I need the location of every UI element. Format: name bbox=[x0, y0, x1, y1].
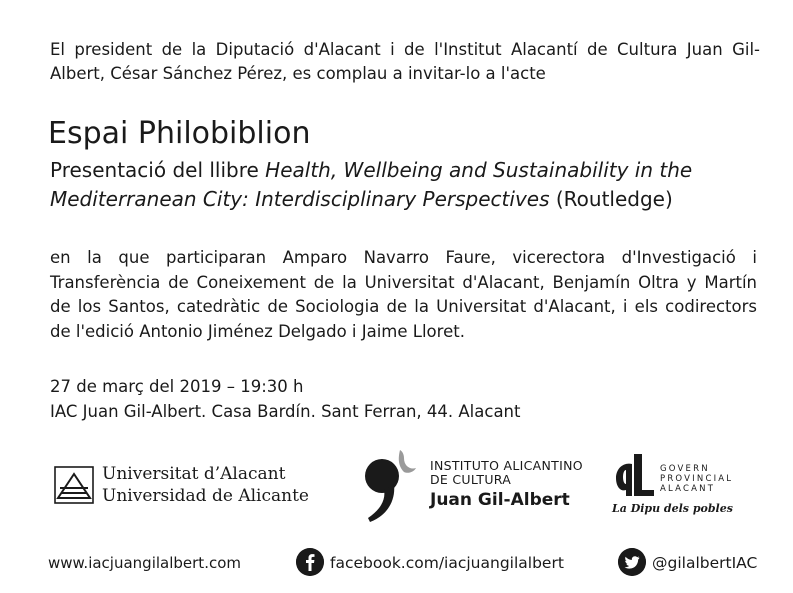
iac-comma-logo-icon bbox=[360, 444, 426, 524]
twitter-icon bbox=[618, 548, 646, 576]
twitter-handle[interactable]: @gilalbertIAC bbox=[652, 554, 758, 572]
event-venue: IAC Juan Gil-Albert. Casa Bardín. Sant Ferran, 44. Alacant bbox=[50, 402, 521, 421]
participants-text: en la que participaran Amparo Navarro Faure, vicerectora d'Investigació i Transferència de Coneixement de la Universitat d'Alacant, Benjamín Oltra y Martín de los Santos, catedràtic de Sociologia de la Universitat d'Alacant, i els codirectors de l'edició Antonio Jiménez Delgado i Jaime Lloret. bbox=[50, 248, 757, 341]
facebook-icon bbox=[296, 548, 324, 576]
diputacio-tagline: La Dipu dels pobles bbox=[612, 502, 733, 515]
book-publisher: (Routledge) bbox=[549, 187, 673, 211]
diputacio-line3: ALACANT bbox=[660, 484, 716, 494]
book-prefix: Presentació del llibre bbox=[50, 158, 266, 182]
iac-name-line3: Juan Gil-Albert bbox=[430, 490, 570, 510]
facebook-handle[interactable]: facebook.com/iacjuangilalbert bbox=[330, 554, 564, 572]
iac-name-line1: INSTITUTO ALICANTINO bbox=[430, 458, 583, 473]
event-datetime: 27 de març del 2019 – 19:30 h bbox=[50, 377, 304, 396]
book-title: Health, Wellbeing and Sustainability in the Mediterranean City: Interdisciplinary Perspectives bbox=[50, 158, 693, 211]
invitation-intro: El president de la Diputació d'Alacant i de l'Institut Alacantí de Cultura Juan Gil-Albert, César Sánchez Pérez, es complau a invitar-lo a l'acte bbox=[50, 40, 760, 83]
diputacio-line2: PROVINCIAL bbox=[660, 474, 734, 484]
university-name-spanish: Universidad de Alicante bbox=[102, 486, 309, 506]
university-logo bbox=[52, 462, 309, 508]
university-name-valencian: Universitat d’Alacant bbox=[102, 464, 286, 484]
book-presentation bbox=[50, 156, 770, 214]
event-title: Espai Philobiblion bbox=[48, 116, 311, 151]
university-alicante-logo-icon bbox=[54, 466, 94, 504]
diputacio-a-logo-icon bbox=[612, 452, 656, 498]
iac-logo bbox=[360, 444, 583, 524]
iac-name-line2: DE CULTURA bbox=[430, 472, 512, 487]
website-link[interactable]: www.iacjuangilalbert.com bbox=[48, 554, 241, 572]
diputacio-line1: GOVERN bbox=[660, 464, 710, 474]
diputacio-logo bbox=[612, 452, 732, 522]
